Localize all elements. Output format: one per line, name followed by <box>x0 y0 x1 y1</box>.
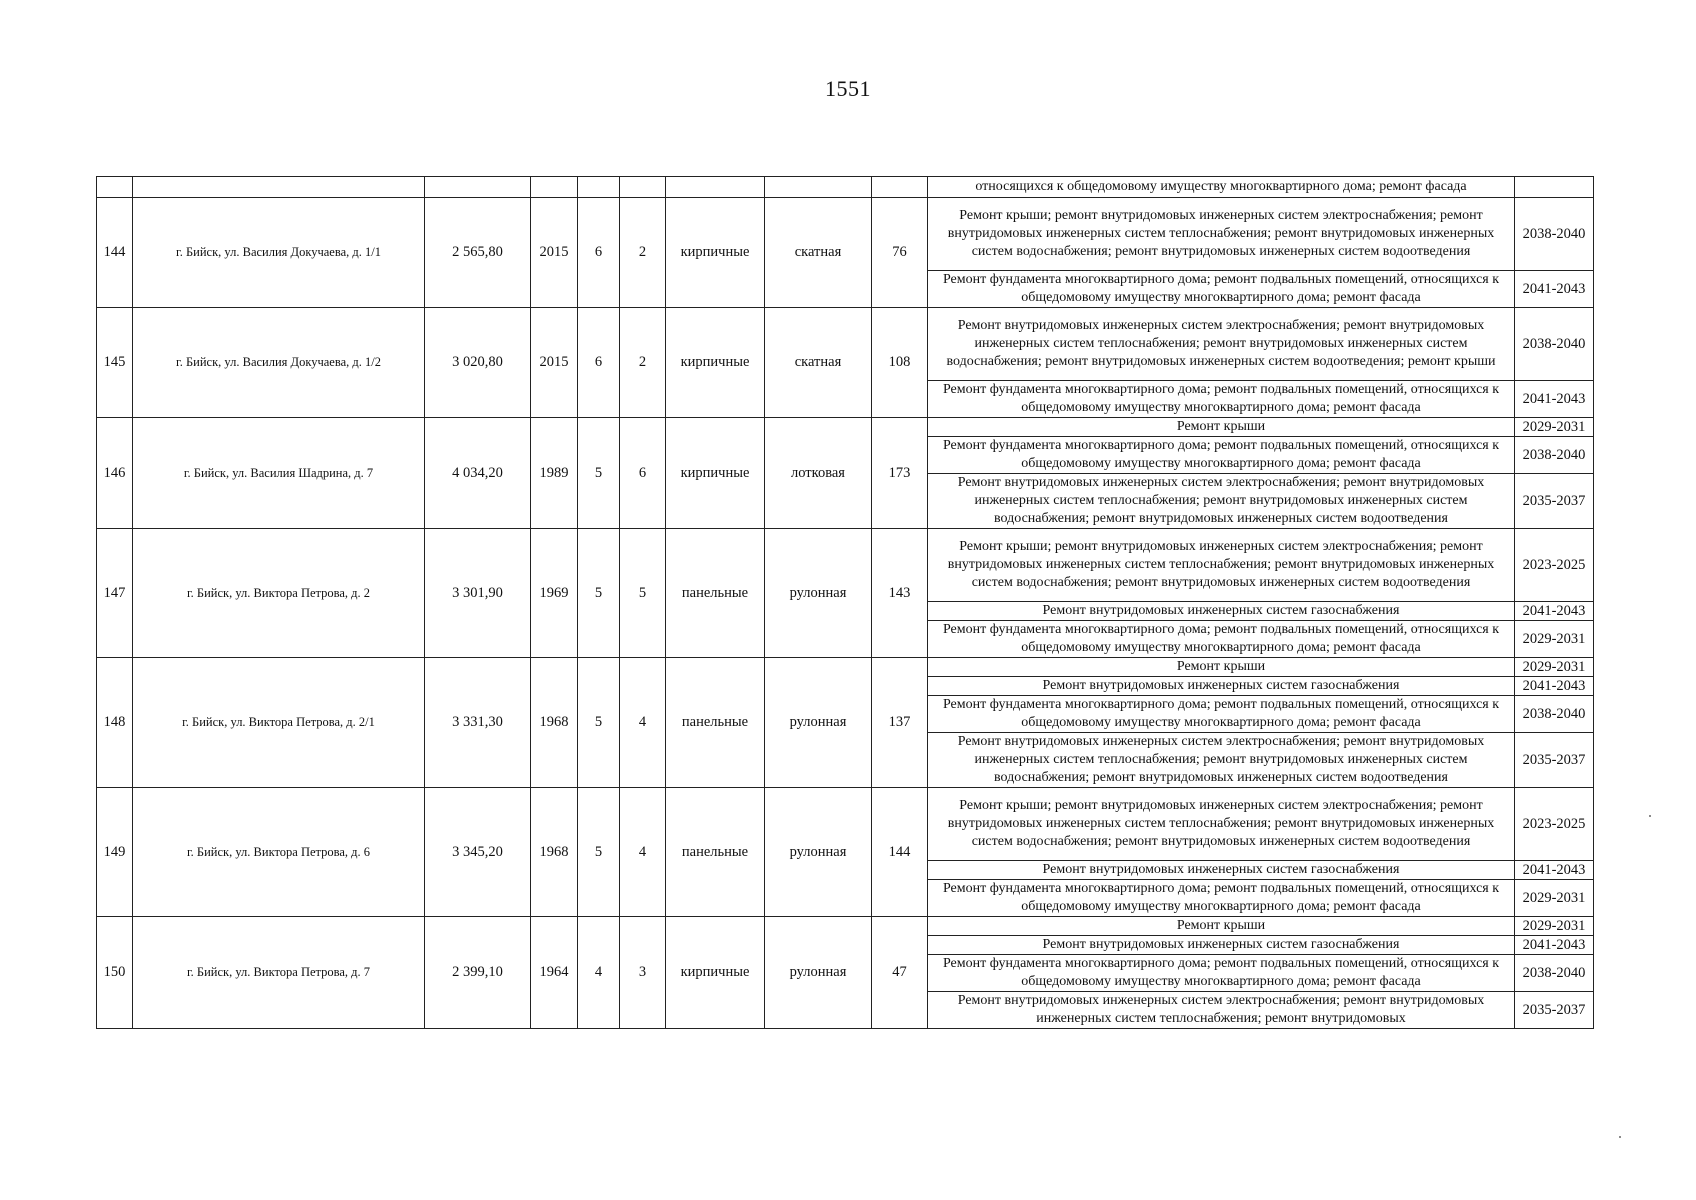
row-year: 1968 <box>531 658 578 788</box>
work-period: 2041-2043 <box>1515 936 1594 955</box>
table-row <box>97 198 1594 271</box>
row-walls: панельные <box>666 529 765 658</box>
cell-floors <box>578 177 620 198</box>
work-period: 2029-2031 <box>1515 418 1594 437</box>
work-period: 2023-2025 <box>1515 788 1594 861</box>
row-walls: кирпичные <box>666 418 765 529</box>
cell-year <box>531 177 578 198</box>
row-floors: 4 <box>578 917 620 1029</box>
row-address: г. Бийск, ул. Василия Докучаева, д. 1/1 <box>133 198 425 308</box>
row-residents: 108 <box>872 308 928 418</box>
work-period: 2041-2043 <box>1515 677 1594 696</box>
work-period: 2041-2043 <box>1515 861 1594 880</box>
row-number: 149 <box>97 788 133 917</box>
work-description: Ремонт крыши; ремонт внутридомовых инженерных систем электроснабжения; ремонт внутридомовых инженерных систем теплоснабжения; ремонт внутридомовых инженерных систем водоснабжения; ремонт внутридомовых инженерных систем водоотведения <box>928 788 1515 861</box>
cell-residents <box>872 177 928 198</box>
table-row <box>97 308 1594 381</box>
row-entrances: 6 <box>620 418 666 529</box>
cell-roof <box>765 177 872 198</box>
work-period: 2038-2040 <box>1515 437 1594 474</box>
row-address: г. Бийск, ул. Виктора Петрова, д. 7 <box>133 917 425 1029</box>
row-number: 144 <box>97 198 133 308</box>
work-period: 2029-2031 <box>1515 917 1594 936</box>
work-period: 2038-2040 <box>1515 696 1594 733</box>
work-description: Ремонт внутридомовых инженерных систем электроснабжения; ремонт внутридомовых инженерных систем теплоснабжения; ремонт внутридомовых инженерных систем водоснабжения; ремонт внутридомовых инженерных систем водоотведения <box>928 733 1515 788</box>
work-description: Ремонт внутридомовых инженерных систем электроснабжения; ремонт внутридомовых инженерных систем теплоснабжения; ремонт внутридомовых инженерных систем водоснабжения; ремонт внутридомовых инженерных систем водоотведения; ремонт крыши <box>928 308 1515 381</box>
continuation-row <box>97 177 1594 198</box>
row-residents: 47 <box>872 917 928 1029</box>
row-area: 3 331,30 <box>425 658 531 788</box>
work-period: 2029-2031 <box>1515 880 1594 917</box>
work-description: Ремонт крыши; ремонт внутридомовых инженерных систем электроснабжения; ремонт внутридомовых инженерных систем теплоснабжения; ремонт внутридомовых инженерных систем водоснабжения; ремонт внутридомовых инженерных систем водоотведения <box>928 529 1515 602</box>
cell-num <box>97 177 133 198</box>
table-body <box>97 177 1594 1029</box>
cell-work-period <box>1515 177 1594 198</box>
row-residents: 137 <box>872 658 928 788</box>
table-row <box>97 529 1594 602</box>
table-row <box>97 788 1594 861</box>
work-period: 2035-2037 <box>1515 733 1594 788</box>
row-roof: скатная <box>765 198 872 308</box>
table-row <box>97 418 1594 437</box>
work-description: Ремонт фундамента многоквартирного дома; ремонт подвальных помещений, относящихся к общедомовому имуществу многоквартирного дома; ремонт фасада <box>928 696 1515 733</box>
row-floors: 5 <box>578 529 620 658</box>
housing-repair-table <box>96 176 1594 1029</box>
work-period: 2038-2040 <box>1515 955 1594 992</box>
row-roof: лотковая <box>765 418 872 529</box>
row-floors: 5 <box>578 418 620 529</box>
row-year: 1989 <box>531 418 578 529</box>
work-period: 2035-2037 <box>1515 474 1594 529</box>
scan-speck <box>1649 815 1651 817</box>
row-number: 146 <box>97 418 133 529</box>
row-residents: 143 <box>872 529 928 658</box>
cell-walls <box>666 177 765 198</box>
row-floors: 5 <box>578 788 620 917</box>
work-period: 2041-2043 <box>1515 271 1594 308</box>
work-description: Ремонт внутридомовых инженерных систем электроснабжения; ремонт внутридомовых инженерных систем теплоснабжения; ремонт внутридомовых <box>928 992 1515 1029</box>
work-period: 2038-2040 <box>1515 308 1594 381</box>
row-area: 4 034,20 <box>425 418 531 529</box>
cell-entrances <box>620 177 666 198</box>
cell-address <box>133 177 425 198</box>
work-description: Ремонт фундамента многоквартирного дома; ремонт подвальных помещений, относящихся к общедомовому имуществу многоквартирного дома; ремонт фасада <box>928 880 1515 917</box>
work-description: Ремонт фундамента многоквартирного дома; ремонт подвальных помещений, относящихся к общедомовому имуществу многоквартирного дома; ремонт фасада <box>928 621 1515 658</box>
row-area: 3 345,20 <box>425 788 531 917</box>
row-number: 150 <box>97 917 133 1029</box>
row-floors: 6 <box>578 308 620 418</box>
work-description: Ремонт внутридомовых инженерных систем газоснабжения <box>928 677 1515 696</box>
work-description: Ремонт внутридомовых инженерных систем газоснабжения <box>928 861 1515 880</box>
work-period: 2038-2040 <box>1515 198 1594 271</box>
row-number: 147 <box>97 529 133 658</box>
work-description: Ремонт крыши <box>928 658 1515 677</box>
row-residents: 76 <box>872 198 928 308</box>
row-entrances: 4 <box>620 658 666 788</box>
row-address: г. Бийск, ул. Виктора Петрова, д. 2/1 <box>133 658 425 788</box>
page-number: 1551 <box>825 76 871 101</box>
row-roof: рулонная <box>765 917 872 1029</box>
row-year: 2015 <box>531 198 578 308</box>
row-residents: 173 <box>872 418 928 529</box>
row-entrances: 2 <box>620 308 666 418</box>
work-description: Ремонт внутридомовых инженерных систем газоснабжения <box>928 936 1515 955</box>
row-entrances: 5 <box>620 529 666 658</box>
table-row <box>97 917 1594 936</box>
work-description: Ремонт крыши <box>928 418 1515 437</box>
row-roof: рулонная <box>765 529 872 658</box>
cell-area <box>425 177 531 198</box>
row-roof: рулонная <box>765 658 872 788</box>
row-number: 148 <box>97 658 133 788</box>
row-area: 3 020,80 <box>425 308 531 418</box>
work-description: Ремонт фундамента многоквартирного дома; ремонт подвальных помещений, относящихся к общедомовому имуществу многоквартирного дома; ремонт фасада <box>928 271 1515 308</box>
work-period: 2029-2031 <box>1515 658 1594 677</box>
work-description: Ремонт внутридомовых инженерных систем газоснабжения <box>928 602 1515 621</box>
work-description: Ремонт фундамента многоквартирного дома; ремонт подвальных помещений, относящихся к общедомовому имуществу многоквартирного дома; ремонт фасада <box>928 381 1515 418</box>
work-period: 2029-2031 <box>1515 621 1594 658</box>
cell-work-text: относящихся к общедомовому имуществу многоквартирного дома; ремонт фасада <box>928 177 1515 198</box>
row-roof: скатная <box>765 308 872 418</box>
scan-speck <box>1619 1136 1621 1138</box>
work-period: 2041-2043 <box>1515 602 1594 621</box>
row-year: 1969 <box>531 529 578 658</box>
work-description: Ремонт внутридомовых инженерных систем электроснабжения; ремонт внутридомовых инженерных систем теплоснабжения; ремонт внутридомовых инженерных систем водоснабжения; ремонт внутридомовых инженерных систем водоотведения <box>928 474 1515 529</box>
row-walls: панельные <box>666 658 765 788</box>
row-roof: рулонная <box>765 788 872 917</box>
work-description: Ремонт крыши <box>928 917 1515 936</box>
row-floors: 6 <box>578 198 620 308</box>
row-walls: кирпичные <box>666 917 765 1029</box>
row-year: 1964 <box>531 917 578 1029</box>
row-residents: 144 <box>872 788 928 917</box>
work-period: 2035-2037 <box>1515 992 1594 1029</box>
work-period: 2041-2043 <box>1515 381 1594 418</box>
work-description: Ремонт фундамента многоквартирного дома; ремонт подвальных помещений, относящихся к общедомовому имуществу многоквартирного дома; ремонт фасада <box>928 437 1515 474</box>
row-area: 2 565,80 <box>425 198 531 308</box>
row-walls: кирпичные <box>666 308 765 418</box>
row-entrances: 2 <box>620 198 666 308</box>
row-number: 145 <box>97 308 133 418</box>
work-period: 2023-2025 <box>1515 529 1594 602</box>
work-description: Ремонт крыши; ремонт внутридомовых инженерных систем электроснабжения; ремонт внутридомовых инженерных систем теплоснабжения; ремонт внутридомовых инженерных систем водоснабжения; ремонт внутридомовых инженерных систем водоотведения <box>928 198 1515 271</box>
row-area: 2 399,10 <box>425 917 531 1029</box>
row-year: 1968 <box>531 788 578 917</box>
row-walls: кирпичные <box>666 198 765 308</box>
row-floors: 5 <box>578 658 620 788</box>
row-year: 2015 <box>531 308 578 418</box>
table-row <box>97 658 1594 677</box>
row-address: г. Бийск, ул. Виктора Петрова, д. 6 <box>133 788 425 917</box>
row-area: 3 301,90 <box>425 529 531 658</box>
work-description: Ремонт фундамента многоквартирного дома; ремонт подвальных помещений, относящихся к общедомовому имуществу многоквартирного дома; ремонт фасада <box>928 955 1515 992</box>
row-address: г. Бийск, ул. Виктора Петрова, д. 2 <box>133 529 425 658</box>
row-walls: панельные <box>666 788 765 917</box>
row-address: г. Бийск, ул. Василия Шадрина, д. 7 <box>133 418 425 529</box>
row-entrances: 4 <box>620 788 666 917</box>
row-address: г. Бийск, ул. Василия Докучаева, д. 1/2 <box>133 308 425 418</box>
row-entrances: 3 <box>620 917 666 1029</box>
